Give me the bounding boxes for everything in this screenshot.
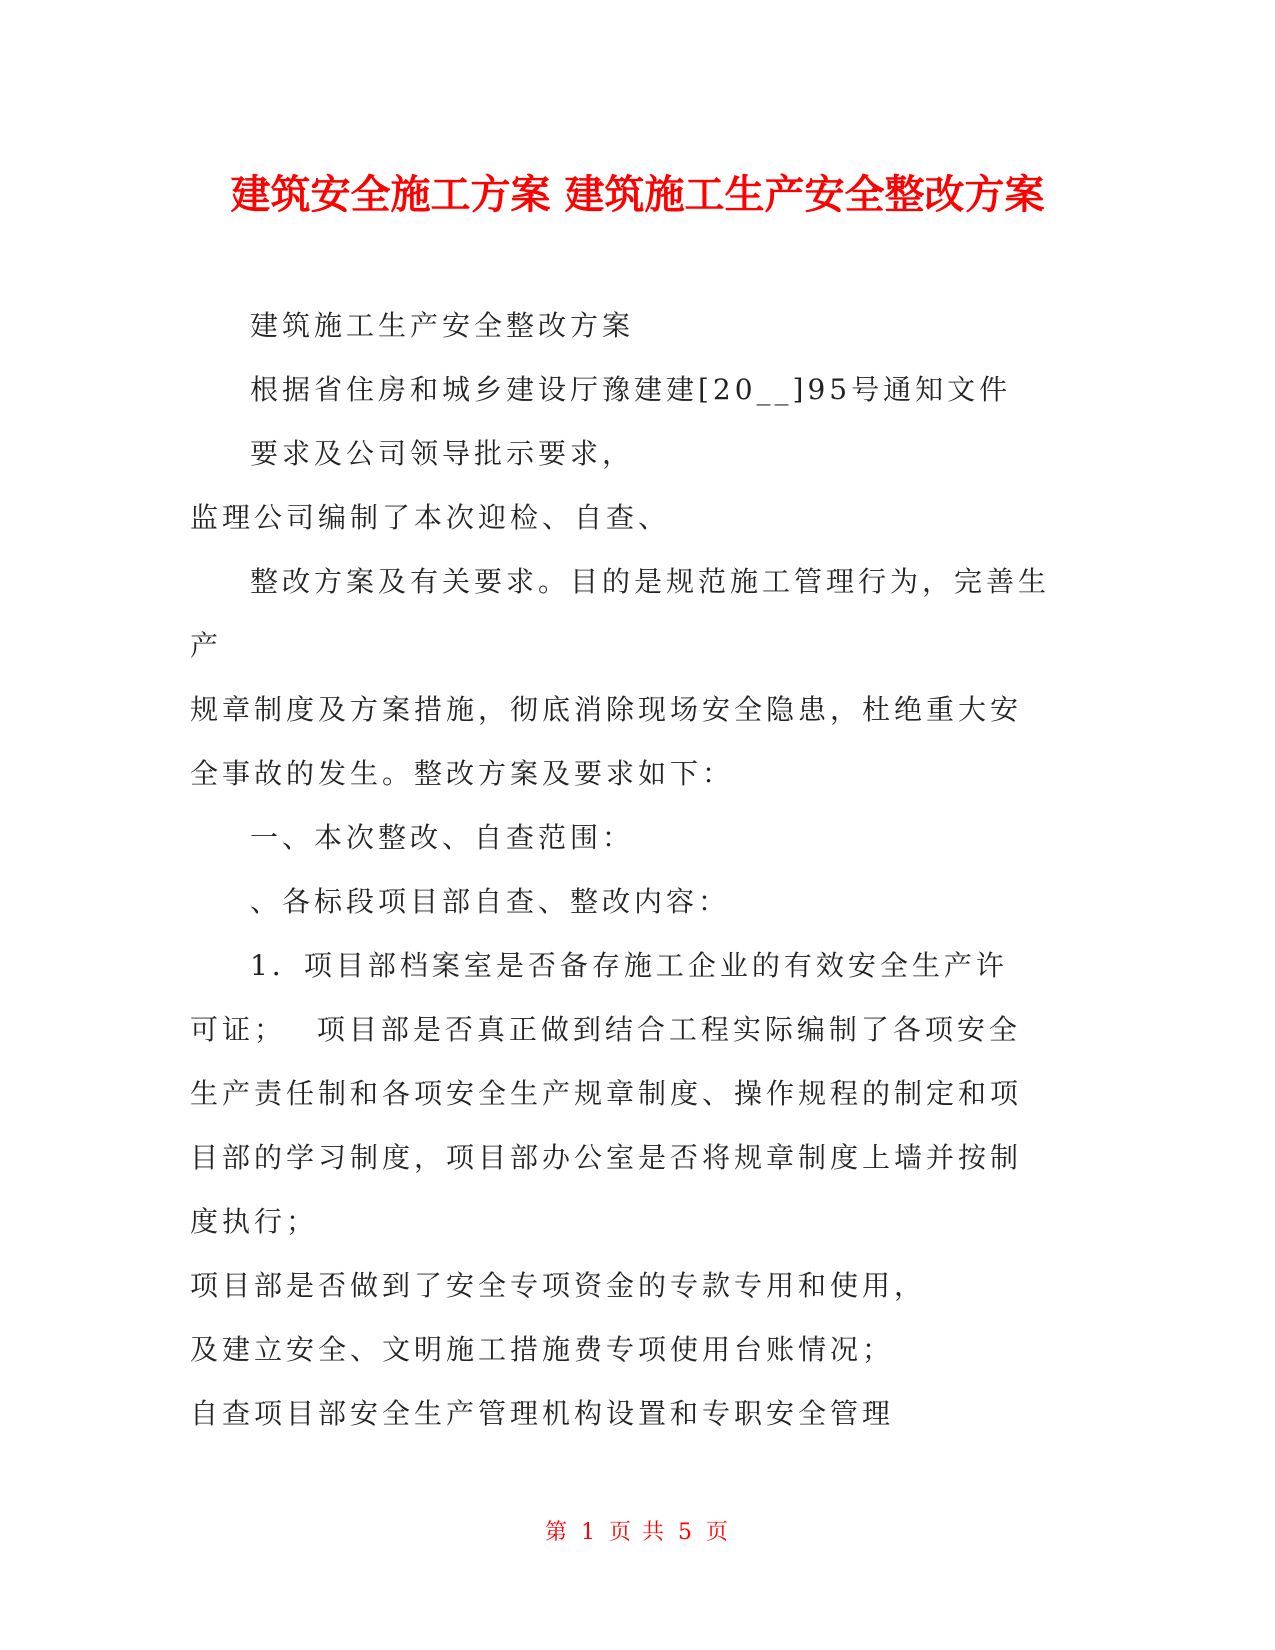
text-line: 1．项目部档案室是否备存施工企业的有效安全生产许 (250, 949, 1008, 982)
text-line: 监理公司编制了本次迎检、自查、 (190, 501, 671, 534)
page-footer (0, 1518, 1275, 1548)
text-line: 建筑施工生产安全整改方案 (250, 309, 635, 342)
footer-middle: 页 共 (609, 1520, 666, 1545)
text-line: 一、本次整改、自查范围： (250, 821, 635, 854)
text-line: 要求及公司领导批示要求， (250, 437, 635, 470)
body-text (190, 294, 1090, 1446)
text-line: 生产责任制和各项安全生产规章制度、操作规程的制定和项 (190, 1077, 1023, 1110)
text-line: 、各标段项目部自查、整改内容： (250, 885, 731, 918)
footer-page-number: 1 (581, 1520, 597, 1545)
text-line: 根据省住房和城乡建设厅豫建建[20__]95号通知文件 (250, 373, 1012, 406)
text-line: 可证； 项目部是否真正做到结合工程实际编制了各项安全 (190, 1013, 1021, 1046)
text-line: 度执行； (190, 1205, 319, 1238)
text-line: 规章制度及方案措施，彻底消除现场安全隐患，杜绝重大安 (190, 693, 1023, 726)
text-line: 全事故的发生。整改方案及要求如下： (190, 757, 735, 790)
page-title: 建筑安全施工方案 建筑施工生产安全整改方案 (230, 172, 1045, 218)
text-line: 整改方案及有关要求。目的是规范施工管理行为，完善生 (250, 565, 1051, 598)
text-line: 及建立安全、文明施工措施费专项使用台账情况； (190, 1333, 895, 1366)
footer-prefix: 第 (544, 1520, 569, 1545)
text-line: 自查项目部安全生产管理机构设置和专职安全管理 (190, 1397, 895, 1430)
footer-suffix: 页 (706, 1520, 731, 1545)
text-line: 产 (190, 629, 223, 662)
text-line: 项目部是否做到了安全专项资金的专款专用和使用， (190, 1269, 927, 1302)
text-line: 目部的学习制度，项目部办公室是否将规章制度上墙并按制 (190, 1141, 1023, 1174)
footer-total-pages: 5 (678, 1520, 694, 1545)
